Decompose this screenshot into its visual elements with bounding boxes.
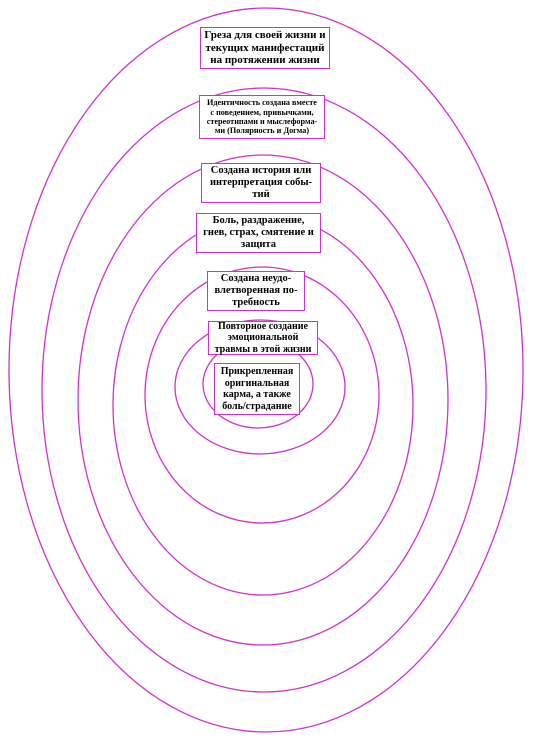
- label-karma: Прикрепленная оригинальная карма, а также боль/страдание: [214, 363, 300, 415]
- label-story: Создана история или интерпретация собы- тий: [201, 163, 321, 203]
- label-identity: Идентичность создана вместе с поведением, привычками, стереотипами и мыслеформа- ми (Полярность и Догма): [199, 95, 325, 139]
- label-trauma: Повторное создание эмоциональной травмы в этой жизни: [208, 321, 318, 355]
- label-pain: Боль, раздражение, гнев, страх, смятение и защита: [196, 213, 321, 253]
- label-reverie: Греза для своей жизни и текущих манифестаций на протяжении жизни: [200, 27, 330, 69]
- label-need: Создана неудо- влетворенная по- требность: [207, 271, 305, 311]
